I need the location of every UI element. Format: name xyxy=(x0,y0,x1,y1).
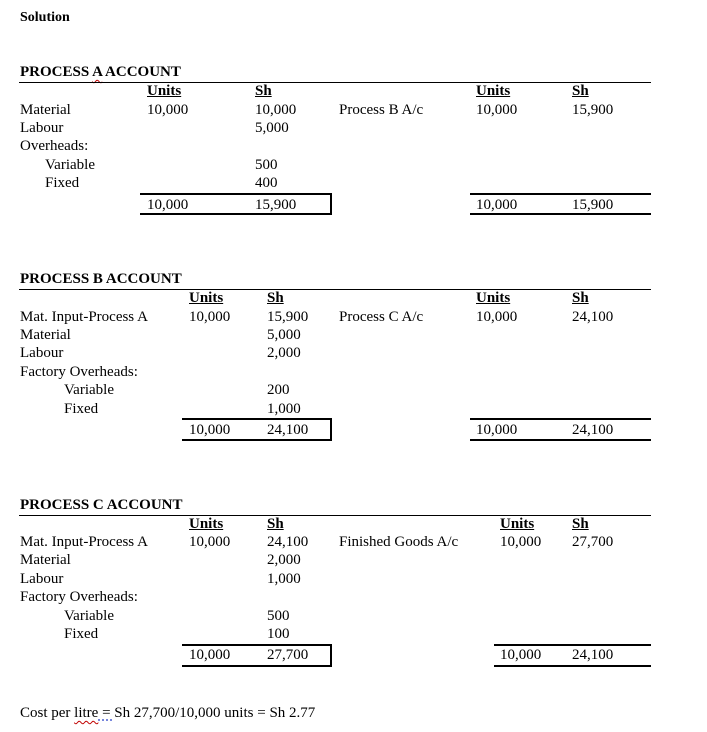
credit-label: Process B A/c xyxy=(339,102,424,118)
solution-heading: Solution xyxy=(20,10,70,25)
credit-total-units: 10,000 xyxy=(476,422,518,438)
debit-units: 10,000 xyxy=(147,102,189,118)
credit-total-units: 10,000 xyxy=(500,647,542,663)
units-header: Units xyxy=(500,516,535,532)
footer-equals: = xyxy=(98,705,115,721)
debit-label: Material xyxy=(20,102,71,118)
credit-amount: 27,700 xyxy=(572,534,614,550)
debit-label: Material xyxy=(20,327,71,343)
sh-header: Sh xyxy=(572,83,589,99)
credit-total-amount: 24,100 xyxy=(572,422,614,438)
debit-units: 10,000 xyxy=(189,309,231,325)
footer-litre-word: litre xyxy=(74,705,99,721)
debit-total-amount: 27,700 xyxy=(267,647,309,663)
debit-amount: 5,000 xyxy=(255,120,289,136)
debit-label: Labour xyxy=(20,120,64,136)
credit-units: 10,000 xyxy=(500,534,542,550)
process-a-top-rule xyxy=(19,82,651,83)
sh-header: Sh xyxy=(267,290,284,306)
debit-amount: 2,000 xyxy=(267,552,301,568)
cost-per-litre-line xyxy=(20,705,315,722)
debit-label: Fixed xyxy=(64,401,99,417)
credit-total-rule xyxy=(494,644,651,646)
total-divider xyxy=(330,644,332,667)
credit-total-rule xyxy=(470,439,651,441)
footer-prefix: Cost per xyxy=(20,705,75,721)
debit-amount: 15,900 xyxy=(267,309,309,325)
credit-total-rule xyxy=(494,665,651,667)
credit-total-rule xyxy=(470,193,651,195)
debit-label: Mat. Input-Process A xyxy=(20,534,148,550)
debit-label: Factory Overheads: xyxy=(20,589,138,605)
debit-amount: 200 xyxy=(267,382,290,398)
debit-amount: 5,000 xyxy=(267,327,301,343)
credit-total-amount: 24,100 xyxy=(572,647,614,663)
debit-label: Overheads: xyxy=(20,138,89,154)
debit-total-units: 10,000 xyxy=(147,197,189,213)
debit-amount: 1,000 xyxy=(267,401,301,417)
debit-label: Material xyxy=(20,552,71,568)
sh-header: Sh xyxy=(572,516,589,532)
total-divider xyxy=(330,418,332,441)
credit-units: 10,000 xyxy=(476,102,518,118)
footer-rest: Sh 27,700/10,000 units = Sh 2.77 xyxy=(114,705,316,721)
debit-amount: 10,000 xyxy=(255,102,297,118)
debit-label: Fixed xyxy=(45,175,80,191)
credit-units: 10,000 xyxy=(476,309,518,325)
debit-total-units: 10,000 xyxy=(189,647,231,663)
total-divider xyxy=(330,193,332,215)
debit-total-rule xyxy=(182,418,332,420)
debit-amount: 1,000 xyxy=(267,571,301,587)
units-header: Units xyxy=(147,83,182,99)
debit-label: Variable xyxy=(64,382,114,398)
debit-label: Variable xyxy=(64,608,114,624)
process-c-top-rule xyxy=(19,515,651,516)
debit-total-rule xyxy=(182,665,332,667)
units-header: Units xyxy=(476,83,511,99)
debit-total-rule xyxy=(182,439,332,441)
process-b-top-rule xyxy=(19,289,651,290)
credit-label: Finished Goods A/c xyxy=(339,534,459,550)
debit-label: Factory Overheads: xyxy=(20,364,138,380)
sh-header: Sh xyxy=(572,290,589,306)
debit-label: Variable xyxy=(45,157,95,173)
credit-total-amount: 15,900 xyxy=(572,197,614,213)
debit-amount: 100 xyxy=(267,626,290,642)
process-c-title: PROCESS C ACCOUNT xyxy=(20,497,183,513)
sh-header: Sh xyxy=(255,83,272,99)
debit-amount: 24,100 xyxy=(267,534,309,550)
process-a-title: PROCESS A ACCOUNT xyxy=(20,64,181,80)
debit-label: Labour xyxy=(20,345,64,361)
debit-total-units: 10,000 xyxy=(189,422,231,438)
credit-amount: 24,100 xyxy=(572,309,614,325)
debit-amount: 2,000 xyxy=(267,345,301,361)
debit-label: Labour xyxy=(20,571,64,587)
units-header: Units xyxy=(189,516,224,532)
debit-amount: 500 xyxy=(255,157,278,173)
units-header: Units xyxy=(189,290,224,306)
debit-amount: 400 xyxy=(255,175,278,191)
credit-amount: 15,900 xyxy=(572,102,614,118)
credit-total-rule xyxy=(470,418,651,420)
credit-label: Process C A/c xyxy=(339,309,424,325)
units-header: Units xyxy=(476,290,511,306)
debit-total-amount: 15,900 xyxy=(255,197,297,213)
debit-total-rule xyxy=(182,644,332,646)
debit-units: 10,000 xyxy=(189,534,231,550)
debit-amount: 500 xyxy=(267,608,290,624)
credit-total-units: 10,000 xyxy=(476,197,518,213)
debit-total-amount: 24,100 xyxy=(267,422,309,438)
process-b-title: PROCESS B ACCOUNT xyxy=(20,271,182,287)
sh-header: Sh xyxy=(267,516,284,532)
debit-total-rule xyxy=(140,193,332,195)
debit-label: Mat. Input-Process A xyxy=(20,309,148,325)
debit-label: Fixed xyxy=(64,626,99,642)
